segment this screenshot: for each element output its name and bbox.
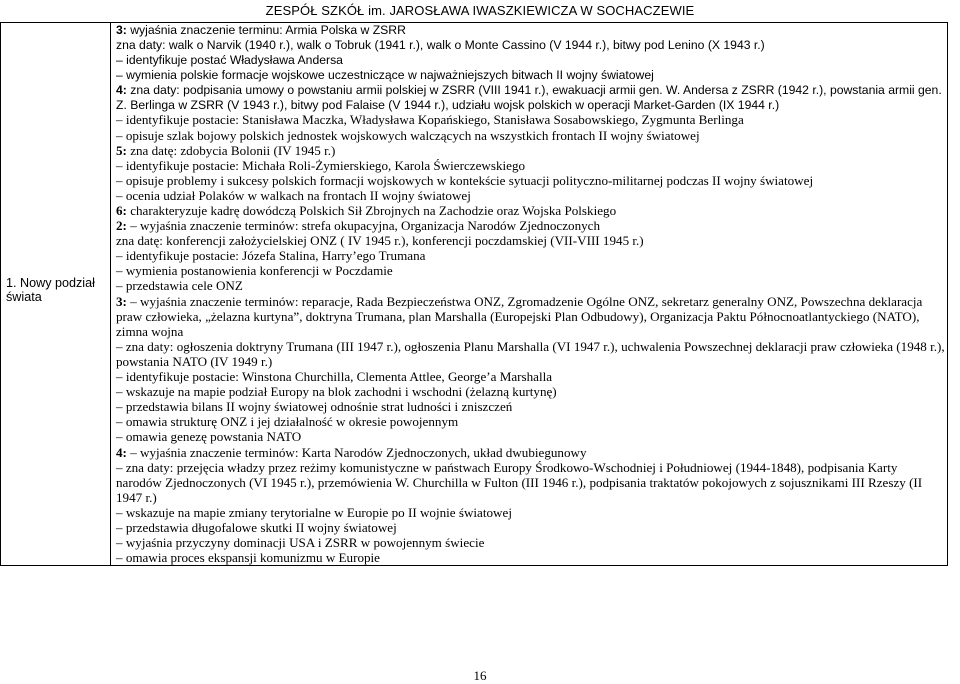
level-number: 5: (116, 142, 127, 158)
requirement-line (116, 203, 945, 218)
requirement-text: – omawia strukturę ONZ i jej działalność w okresie powojennym (116, 414, 459, 430)
requirement-line (116, 263, 945, 278)
requirement-line (116, 233, 945, 248)
school-header: ZESPÓŁ SZKÓŁ im. JAROSŁAWA IWASZKIEWICZA W SOCHACZEWIE (265, 3, 695, 18)
requirement-line (116, 294, 945, 339)
requirement-text: – omawia genezę powstania NATO (116, 429, 302, 445)
requirement-line (116, 414, 945, 429)
requirements-cell (111, 23, 948, 566)
requirement-text: – przedstawia długofalowe skutki II wojny światowej (116, 519, 397, 535)
requirement-text: – identyfikuje postacie: Józefa Stalina, Harry’ego Trumana (116, 248, 426, 264)
requirement-text: – wskazuje na mapie zmiany terytorialne w Europie po II wojnie światowej (116, 504, 512, 520)
requirements-block-2 (116, 112, 945, 218)
requirement-line (116, 158, 945, 173)
requirement-text: – identyfikuje postacie: Michała Roli-Żymierskiego, Karola Świerczewskiego (116, 157, 526, 173)
requirement-text: – zna daty: przejęcia władzy przez reżimy komunistyczne w państwach Europy Środkowo-Wschodniej i Południowej (1944-1848), podpisania Karty narodów Zjednoczonych (VI 1945 r.), przemówienia W. Churchilla w Fulton (III 1946 r.), podpisania traktatów pokojowych z sojusznikami III Rzeszy (II 1947 r.) (116, 459, 923, 505)
level-number: 3: (116, 23, 127, 37)
level-number: 2: (116, 218, 127, 234)
topic-title: 1. Nowy podział świata (6, 276, 95, 304)
requirement-line (116, 112, 945, 127)
requirement-text: – identyfikuje postać Władysława Andersa (116, 52, 343, 67)
requirement-line (116, 429, 945, 444)
requirement-line (116, 535, 945, 550)
requirement-line (116, 399, 945, 414)
requirement-text: – zna daty: ogłoszenia doktryny Trumana (III 1947 r.), ogłoszenia Planu Marshalla (VI 1947 r.), uchwalenia Powszechnej deklaracji praw człowieka (1948 r.), powstania NATO (IV 1949 r.) (116, 338, 945, 369)
requirement-text: – identyfikuje postacie: Winstona Churchilla, Clementa Attlee, George’a Marshalla (116, 369, 553, 385)
curriculum-table (0, 22, 948, 566)
requirement-line (116, 173, 945, 188)
requirement-line (116, 520, 945, 535)
requirement-line (116, 128, 945, 143)
requirement-line (116, 38, 945, 53)
requirement-text: – identyfikuje postacie: Stanisława Maczka, Władysława Kopańskiego, Stanisława Sosabowskiego, Zygmunta Berlinga (116, 112, 744, 128)
requirement-line (116, 23, 945, 38)
requirement-line (116, 143, 945, 158)
table-row (1, 23, 948, 566)
requirement-line (116, 278, 945, 293)
requirement-line (116, 339, 945, 369)
requirements-block-3 (116, 218, 945, 565)
requirement-text: – opisuje szlak bojowy polskich jednostek wojskowych walczących na wszystkich frontach II wojny światowej (116, 127, 700, 143)
requirement-line (116, 550, 945, 565)
requirement-line (116, 83, 945, 113)
requirement-text: – wskazuje na mapie podział Europy na blok zachodni i wschodni (żelazną kurtynę) (116, 384, 557, 400)
requirement-text: – omawia proces ekspansji komunizmu w Europie (116, 550, 380, 566)
requirement-text: – przedstawia cele ONZ (116, 278, 243, 294)
requirement-line (116, 188, 945, 203)
requirement-line (116, 218, 945, 233)
requirement-text: – wymienia polskie formacje wojskowe uczestniczące w najważniejszych bitwach II wojny światowej (116, 67, 654, 82)
requirement-line (116, 505, 945, 520)
requirement-text: zna daty: podpisania umowy o powstaniu armii polskiej w ZSRR (VIII 1941 r.), ewakuacji armii gen. W. Andersa z ZSRR (1942 r.), powstania armii gen. Z. Berlinga w ZSRR (V 1943 r.), bitwy pod Falaise (V 1944 r.), udziału wojsk polskich w operacji Market-Garden (IX 1944 r.) (116, 82, 942, 112)
requirement-text: zna daty: walk o Narvik (1940 r.), walk o Tobruk (1941 r.), walk o Monte Cassino (V 1944 r.), bitwy pod Lenino (X 1943 r.) (116, 37, 765, 52)
level-number: 3: (116, 293, 127, 309)
topic-cell (1, 23, 111, 566)
requirement-line (116, 248, 945, 263)
requirement-text: – przedstawia bilans II wojny światowej odnośnie strat ludności i zniszczeń (116, 399, 513, 415)
page-number: 16 (473, 668, 487, 683)
requirement-line (116, 53, 945, 68)
level-number: 4: (116, 82, 127, 97)
requirement-line (116, 445, 945, 460)
level-number: 4: (116, 444, 127, 460)
requirement-line (116, 384, 945, 399)
requirement-text: – wyjaśnia znaczenie terminów: strefa okupacyjna, Organizacja Narodów Zjednoczonych (126, 218, 601, 234)
requirement-text: charakteryzuje kadrę dowódczą Polskich Sił Zbrojnych na Zachodzie oraz Wojska Polskiego (126, 203, 617, 218)
requirement-text: – ocenia udział Polaków w walkach na frontach II wojny światowej (116, 187, 471, 203)
requirement-text: – wyjaśnia przyczyny dominacji USA i ZSRR w powojennym świecie (116, 535, 485, 551)
requirement-line (116, 460, 945, 505)
level-number: 6: (116, 203, 127, 218)
requirement-text: – wymienia postanowienia konferencji w Poczdamie (116, 263, 393, 279)
requirement-text: – opisuje problemy i sukcesy polskich formacji wojskowych w kontekście sytuacji polityczno-militarnej podczas II wojny światowej (116, 172, 814, 188)
requirement-text: – wyjaśnia znaczenie terminów: reparacje, Rada Bezpieczeństwa ONZ, Zgromadzenie Ogólne ONZ, sekretarz generalny ONZ, Powszechna deklaracja praw człowieka, „żelazna kurtyna”, doktryna Trumana, plan Marshalla (Europejski Plan Odbudowy), Organizacja Paktu Północnoatlantyckiego (NATO), zimna wojna (116, 293, 923, 339)
requirement-text: wyjaśnia znaczenie terminu: Armia Polska w ZSRR (126, 23, 406, 37)
requirements-block-1 (116, 23, 945, 112)
requirement-line (116, 369, 945, 384)
requirement-line (116, 68, 945, 83)
requirement-text: zna datę: konferencji założycielskiej ONZ ( IV 1945 r.), konferencji poczdamskiej (VII-VIII 1945 r.) (116, 233, 644, 249)
requirement-text: – wyjaśnia znaczenie terminów: Karta Narodów Zjednoczonych, układ dwubiegunowy (126, 444, 587, 460)
requirement-text: zna datę: zdobycia Bolonii (IV 1945 r.) (126, 142, 336, 158)
